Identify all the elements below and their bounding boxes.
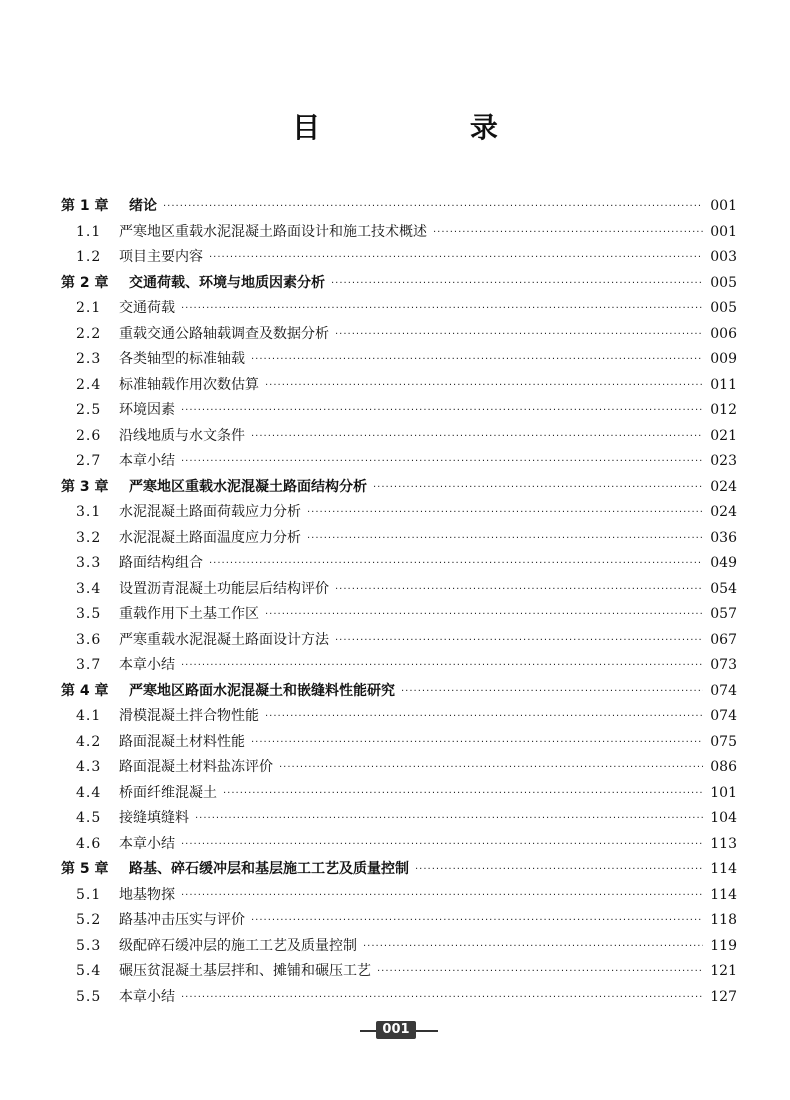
chapter-title: 交通荷载、环境与地质因素分析 — [129, 274, 325, 291]
section-title: 桥面纤维混凝土 — [119, 784, 217, 801]
section-title: 水泥混凝土路面温度应力分析 — [119, 529, 301, 546]
page-number: 036 — [710, 529, 737, 546]
section-number: 2.2 — [76, 325, 102, 342]
dot-leader — [335, 577, 703, 603]
toc-chapter-row — [61, 857, 737, 883]
section-number: 3.1 — [76, 504, 102, 520]
section-number: 3.7 — [76, 657, 102, 673]
section-title: 严寒重载水泥混凝土路面设计方法 — [119, 631, 329, 648]
page-number: 024 — [710, 478, 737, 495]
section-number: 4.4 — [76, 784, 102, 801]
page-number: 049 — [710, 555, 737, 571]
chapter-number: 第 4 章 — [61, 682, 109, 699]
section-title: 重载作用下土基工作区 — [119, 606, 259, 622]
section-title: 项目主要内容 — [119, 249, 203, 265]
dot-leader — [195, 806, 703, 832]
section-number: 2.1 — [76, 300, 102, 316]
section-title: 碾压贫混凝土基层拌和、摊铺和碾压工艺 — [119, 963, 371, 979]
toc-section-row — [61, 449, 737, 475]
page-number: 119 — [710, 937, 737, 954]
section-number: 2.4 — [76, 376, 102, 393]
page-number: 075 — [710, 733, 737, 750]
page-number: 024 — [710, 504, 737, 520]
section-number: 5.2 — [76, 912, 102, 928]
toc-section-row — [61, 347, 737, 373]
section-title: 环境因素 — [119, 402, 175, 418]
section-title: 本章小结 — [119, 453, 175, 469]
section-title: 各类轴型的标准轴载 — [119, 351, 245, 367]
page-number: 073 — [710, 657, 737, 673]
page-number: 104 — [710, 810, 737, 826]
toc-section-row — [61, 296, 737, 322]
section-number: 4.3 — [76, 759, 102, 775]
section-title: 标准轴载作用次数估算 — [119, 376, 259, 393]
dot-leader — [335, 322, 703, 348]
page-number-badge: 001 — [376, 1021, 416, 1039]
toc-chapter-row — [61, 475, 737, 501]
dot-leader — [265, 373, 703, 399]
table-of-contents — [61, 194, 737, 1010]
page-title: 目 录 — [292, 111, 568, 144]
page-number: 086 — [710, 759, 737, 775]
section-number: 2.5 — [76, 402, 102, 418]
dot-leader — [335, 628, 703, 654]
section-title: 交通荷载 — [119, 300, 175, 316]
dot-leader — [265, 704, 703, 730]
dot-leader — [181, 398, 703, 424]
toc-section-row — [61, 781, 737, 807]
section-title: 本章小结 — [119, 657, 175, 673]
section-number: 2.6 — [76, 427, 102, 444]
toc-section-row — [61, 628, 737, 654]
toc-section-row — [61, 500, 737, 526]
toc-section-row — [61, 959, 737, 985]
dot-leader — [181, 832, 703, 858]
dot-leader — [209, 245, 703, 271]
section-title: 路面混凝土材料性能 — [119, 733, 245, 750]
dot-leader — [181, 296, 703, 322]
dot-leader — [181, 883, 703, 909]
chapter-number: 第 2 章 — [61, 274, 109, 291]
section-title: 沿线地质与水文条件 — [119, 427, 245, 444]
dot-leader — [415, 857, 703, 883]
dot-leader — [363, 934, 703, 960]
section-number: 4.5 — [76, 810, 102, 826]
section-title: 路面混凝土材料盐冻评价 — [119, 759, 273, 775]
section-number: 4.2 — [76, 733, 102, 750]
dot-leader — [331, 271, 703, 297]
toc-chapter-row — [61, 271, 737, 297]
dot-leader — [307, 500, 703, 526]
section-title: 设置沥青混凝土功能层后结构评价 — [119, 580, 329, 597]
dot-leader — [433, 220, 703, 246]
page-number: 114 — [710, 886, 737, 903]
page-number: 021 — [710, 427, 737, 444]
page-number: 006 — [710, 325, 737, 342]
page-number: 127 — [710, 988, 737, 1005]
footer-rule-right — [414, 1030, 438, 1032]
section-number: 3.5 — [76, 606, 102, 622]
section-title: 地基物探 — [119, 886, 175, 903]
page-number: 118 — [710, 912, 737, 928]
page-number: 057 — [710, 606, 737, 622]
dot-leader — [401, 679, 703, 705]
dot-leader — [251, 730, 703, 756]
page-number: 009 — [710, 351, 737, 367]
dot-leader — [163, 194, 703, 220]
section-title: 重载交通公路轴载调查及数据分析 — [119, 325, 329, 342]
section-number: 4.6 — [76, 835, 102, 852]
chapter-number: 第 5 章 — [61, 861, 109, 877]
section-number: 3.4 — [76, 580, 102, 597]
section-number: 5.4 — [76, 963, 102, 979]
toc-section-row — [61, 730, 737, 756]
section-number: 4.1 — [76, 708, 102, 724]
section-title: 水泥混凝土路面荷载应力分析 — [119, 504, 301, 520]
toc-section-row — [61, 602, 737, 628]
toc-section-row — [61, 398, 737, 424]
dot-leader — [209, 551, 703, 577]
section-title: 滑模混凝土拌合物性能 — [119, 708, 259, 724]
chapter-title: 路基、碎石缓冲层和基层施工工艺及质量控制 — [129, 861, 409, 877]
page-number: 113 — [710, 835, 737, 852]
toc-section-row — [61, 577, 737, 603]
toc-section-row — [61, 653, 737, 679]
toc-section-row — [61, 322, 737, 348]
dot-leader — [377, 959, 703, 985]
chapter-title: 绪论 — [129, 198, 157, 214]
section-number: 5.3 — [76, 937, 102, 954]
section-number: 3.6 — [76, 631, 102, 648]
section-title: 严寒地区重载水泥混凝土路面设计和施工技术概述 — [119, 223, 427, 240]
page-number: 012 — [710, 402, 737, 418]
dot-leader — [181, 985, 703, 1011]
page-number: 074 — [710, 708, 737, 724]
section-title: 路面结构组合 — [119, 555, 203, 571]
dot-leader — [181, 653, 703, 679]
toc-section-row — [61, 245, 737, 271]
dot-leader — [279, 755, 703, 781]
toc-section-row — [61, 526, 737, 552]
page-number: 005 — [710, 274, 737, 291]
section-number: 3.2 — [76, 529, 102, 546]
toc-chapter-row — [61, 194, 737, 220]
chapter-title: 严寒地区路面水泥混凝土和嵌缝料性能研究 — [129, 682, 395, 699]
dot-leader — [223, 781, 703, 807]
toc-section-row — [61, 373, 737, 399]
page-number: 005 — [710, 300, 737, 316]
dot-leader — [265, 602, 703, 628]
page-number: 114 — [710, 861, 737, 877]
dot-leader — [181, 449, 703, 475]
dot-leader — [251, 347, 703, 373]
chapter-number: 第 3 章 — [61, 478, 109, 495]
section-number: 5.1 — [76, 886, 102, 903]
toc-section-row — [61, 832, 737, 858]
chapter-title: 严寒地区重载水泥混凝土路面结构分析 — [129, 478, 367, 495]
toc-chapter-row — [61, 679, 737, 705]
toc-section-row — [61, 704, 737, 730]
toc-section-row — [61, 908, 737, 934]
page-number: 121 — [710, 963, 737, 979]
section-title: 级配碎石缓冲层的施工工艺及质量控制 — [119, 937, 357, 954]
section-number: 1.1 — [76, 223, 102, 240]
page-number: 101 — [710, 784, 737, 801]
section-number: 5.5 — [76, 988, 102, 1005]
page-number: 011 — [710, 376, 737, 393]
section-number: 1.2 — [76, 249, 102, 265]
section-number: 2.3 — [76, 351, 102, 367]
chapter-number: 第 1 章 — [61, 198, 109, 214]
section-title: 路基冲击压实与评价 — [119, 912, 245, 928]
dot-leader — [373, 475, 703, 501]
page-number: 067 — [710, 631, 737, 648]
page-number: 001 — [710, 198, 737, 214]
toc-section-row — [61, 424, 737, 450]
toc-section-row — [61, 755, 737, 781]
toc-section-row — [61, 883, 737, 909]
section-number: 3.3 — [76, 555, 102, 571]
page-number: 023 — [710, 453, 737, 469]
page-number: 001 — [710, 223, 737, 240]
section-title: 本章小结 — [119, 988, 175, 1005]
section-number: 2.7 — [76, 453, 102, 469]
dot-leader — [251, 908, 703, 934]
dot-leader — [307, 526, 703, 552]
dot-leader — [251, 424, 703, 450]
page-number: 074 — [710, 682, 737, 699]
toc-section-row — [61, 985, 737, 1011]
toc-section-row — [61, 934, 737, 960]
toc-section-row — [61, 220, 737, 246]
section-title: 接缝填缝料 — [119, 810, 189, 826]
toc-section-row — [61, 551, 737, 577]
page-number: 003 — [710, 249, 737, 265]
toc-section-row — [61, 806, 737, 832]
page-number: 054 — [710, 580, 737, 597]
section-title: 本章小结 — [119, 835, 175, 852]
